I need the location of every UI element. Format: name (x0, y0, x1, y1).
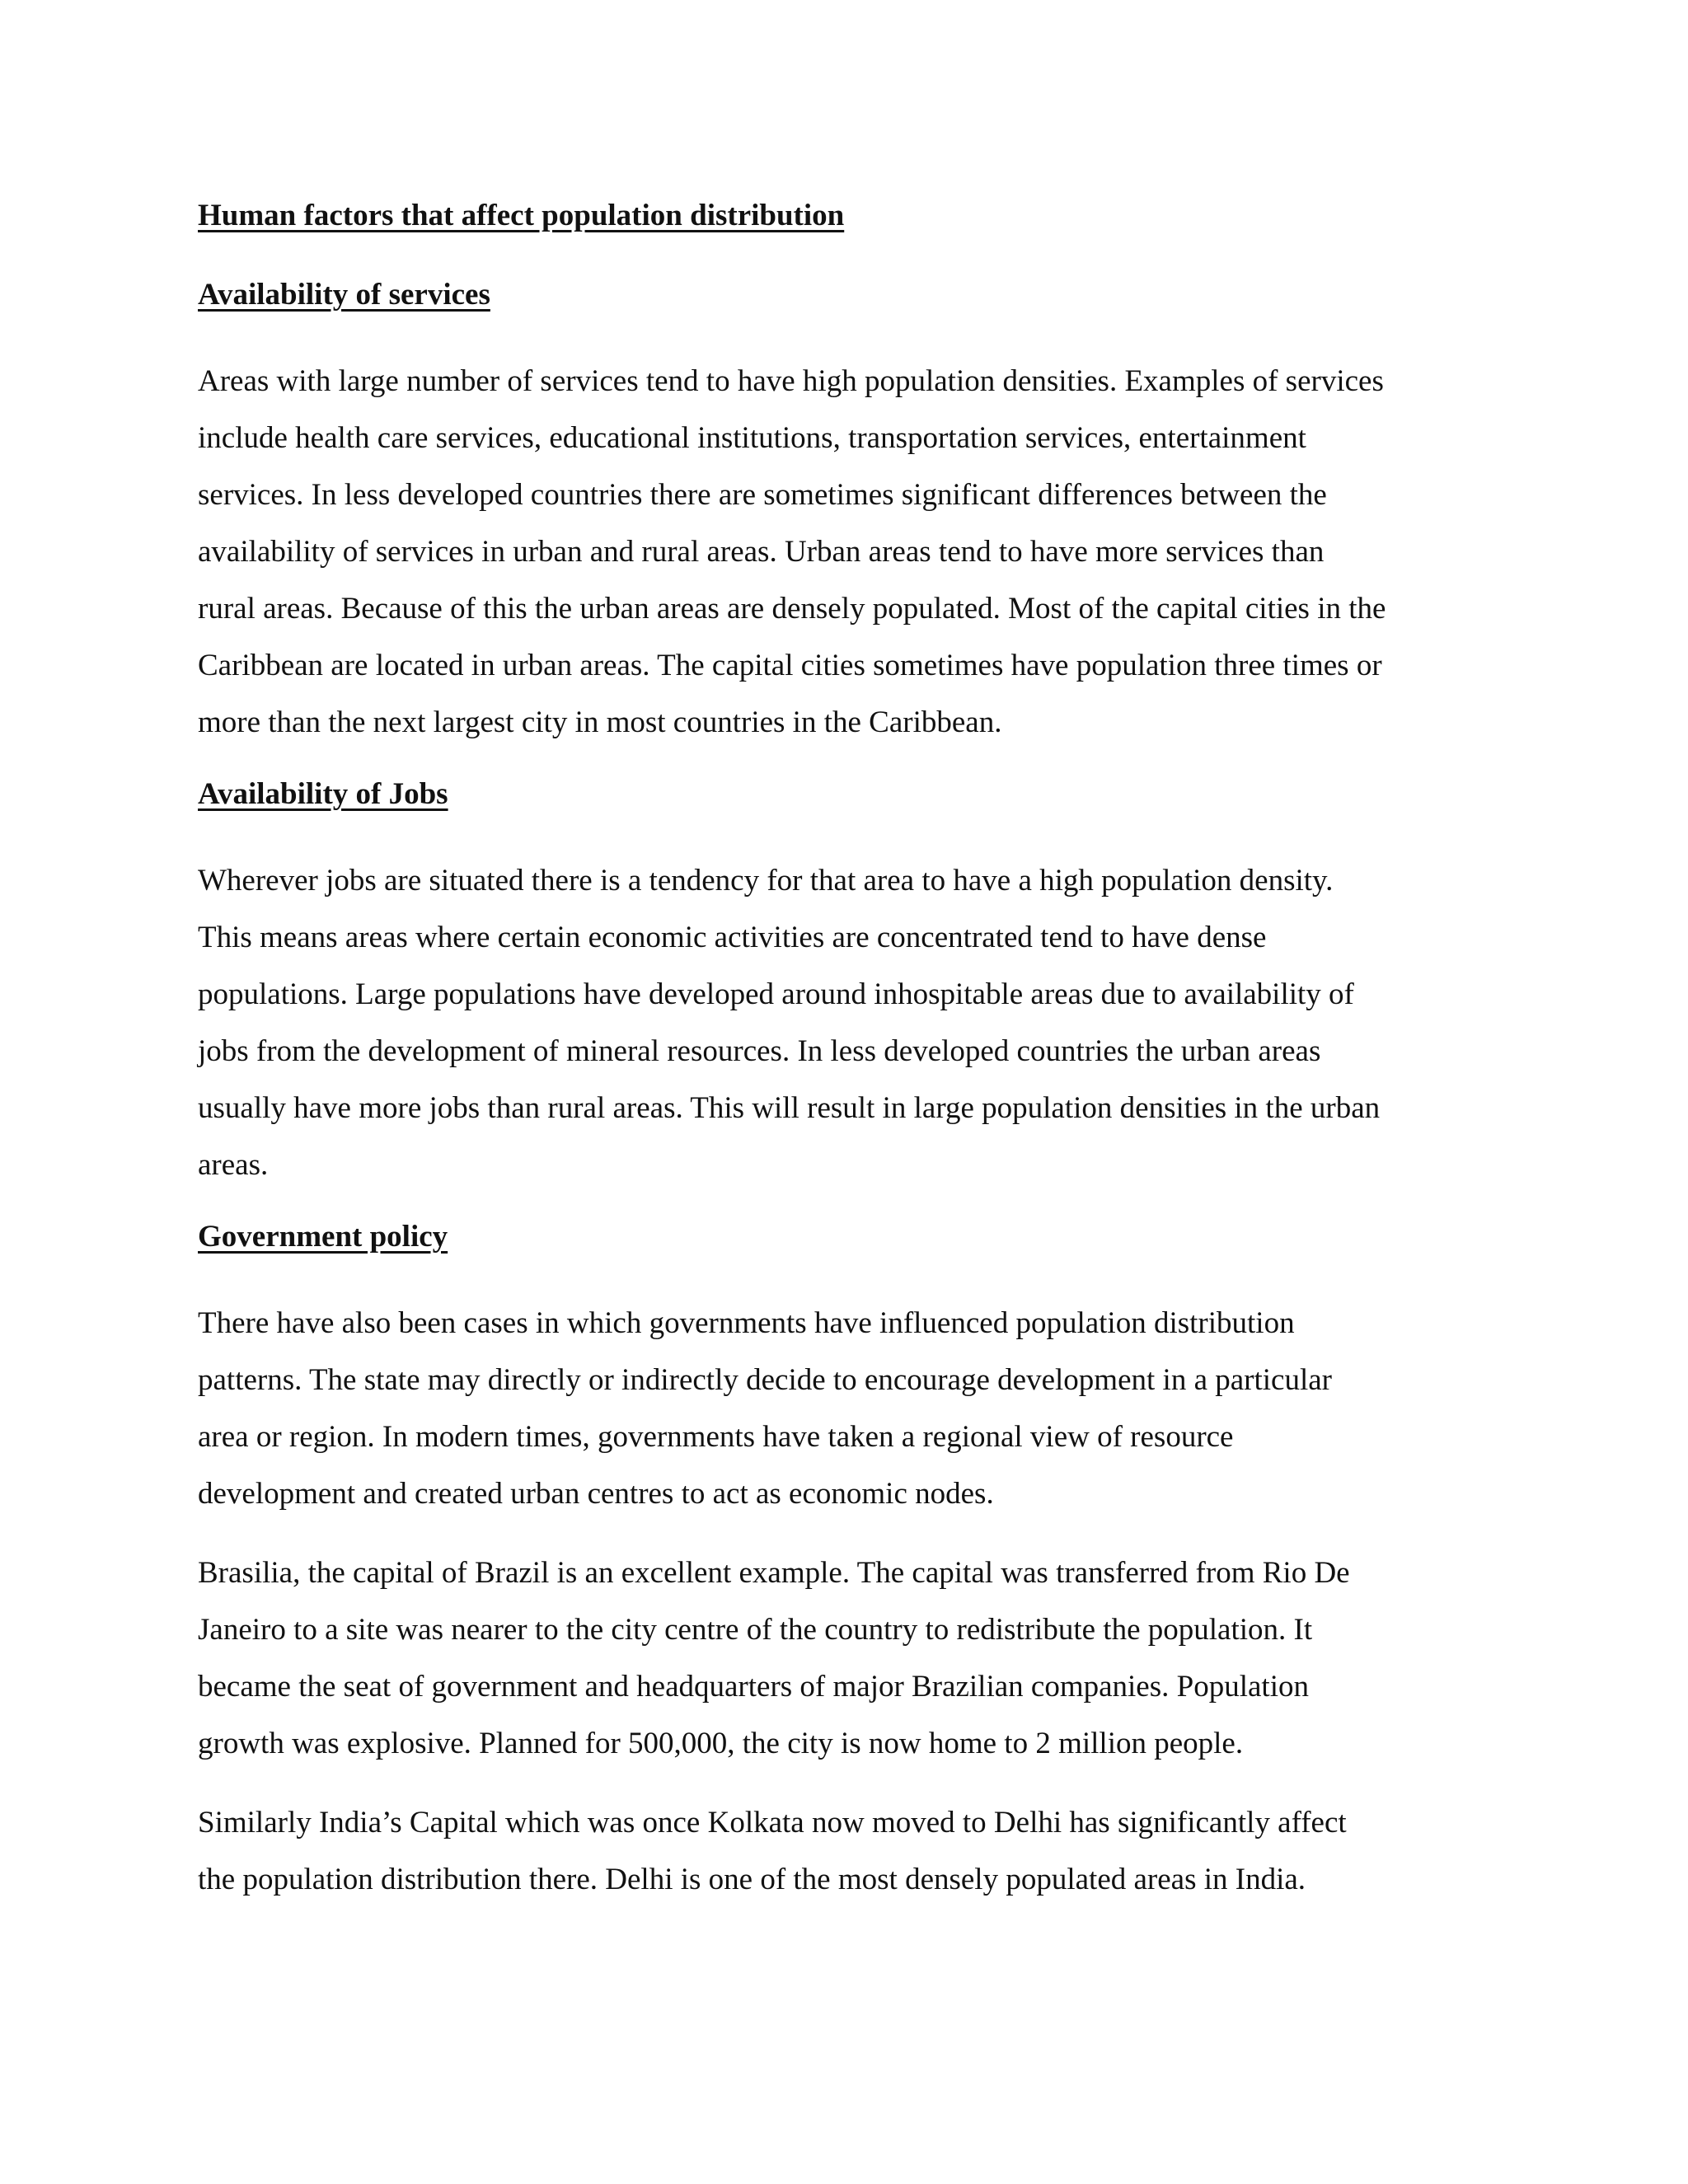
text-line: patterns. The state may directly or indirectly decide to encourage development in a particular (198, 1363, 1332, 1397)
text-line: availability of services in urban and rural areas. Urban areas tend to have more services than (198, 535, 1325, 569)
text-line: areas. (198, 1148, 269, 1182)
paragraph-india (198, 1794, 1484, 1908)
section-heading-jobs: Availability of Jobs (198, 777, 448, 811)
paragraph-jobs (198, 852, 1484, 1193)
text-line: This means areas where certain economic activities are concentrated tend to have dense (198, 921, 1267, 954)
text-line: include health care services, educational institutions, transportation services, entertainment (198, 421, 1306, 455)
paragraph-government-policy (198, 1295, 1484, 1522)
text-line: services. In less developed countries there are sometimes significant differences between the (198, 478, 1327, 512)
section-heading-services: Availability of services (198, 278, 490, 312)
text-line: became the seat of government and headquarters of major Brazilian companies. Population (198, 1670, 1309, 1704)
text-line: usually have more jobs than rural areas. This will result in large population densities in the urban (198, 1091, 1381, 1125)
text-line: more than the next largest city in most countries in the Caribbean. (198, 705, 1002, 739)
text-line: growth was explosive. Planned for 500,000, the city is now home to 2 million people. (198, 1727, 1244, 1760)
text-line: rural areas. Because of this the urban areas are densely populated. Most of the capital cities in the (198, 592, 1386, 626)
section-heading-government-policy: Government policy (198, 1220, 448, 1254)
text-line: area or region. In modern times, governments have taken a regional view of resource (198, 1420, 1234, 1454)
text-line: populations. Large populations have developed around inhospitable areas due to availability of (198, 977, 1354, 1011)
text-line: Wherever jobs are situated there is a tendency for that area to have a high population density. (198, 864, 1334, 898)
text-line: development and created urban centres to act as economic nodes. (198, 1477, 994, 1511)
paragraph-brasilia (198, 1544, 1484, 1772)
text-line: the population distribution there. Delhi is one of the most densely populated areas in India. (198, 1863, 1306, 1896)
text-line: Caribbean are located in urban areas. The capital cities sometimes have population three times or (198, 649, 1382, 682)
text-line: Areas with large number of services tend to have high population densities. Examples of services (198, 364, 1384, 398)
text-line: There have also been cases in which governments have influenced population distribution (198, 1306, 1295, 1340)
document-title: Human factors that affect population distribution (198, 199, 845, 232)
document-body (198, 194, 1484, 1908)
paragraph-services (198, 353, 1484, 751)
text-line: jobs from the development of mineral resources. In less developed countries the urban areas (198, 1034, 1321, 1068)
text-line: Brasilia, the capital of Brazil is an excellent example. The capital was transferred from Rio De (198, 1556, 1350, 1590)
text-line: Similarly India’s Capital which was once Kolkata now moved to Delhi has significantly affect (198, 1806, 1347, 1840)
text-line: Janeiro to a site was nearer to the city centre of the country to redistribute the population. It (198, 1613, 1313, 1647)
